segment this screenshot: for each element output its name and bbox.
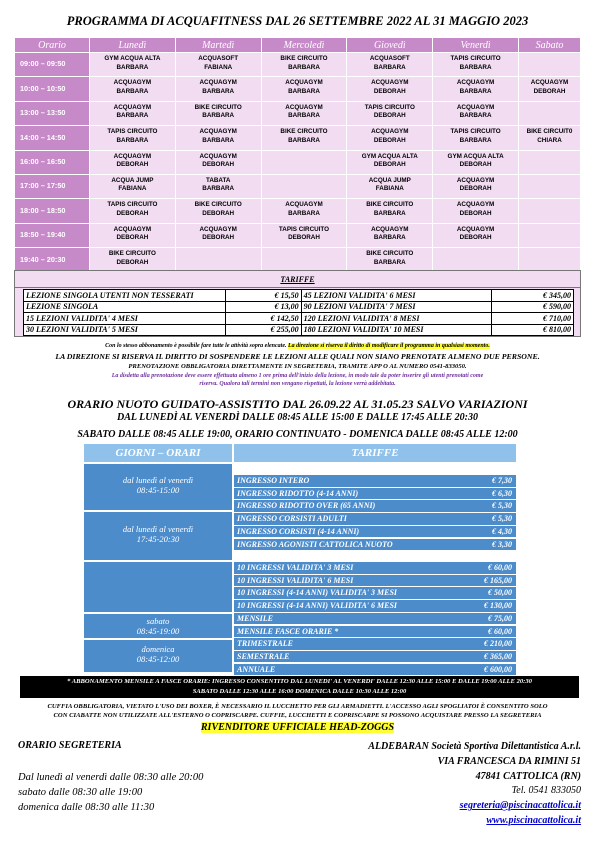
- class-cell: [519, 199, 581, 223]
- email-link[interactable]: segreteria@piscinacattolica.it: [459, 800, 581, 812]
- schedule-header-0: Orario: [15, 38, 90, 53]
- schedule-header-2: Martedì: [175, 38, 261, 53]
- price-label: INGRESSO RIDOTTO (4-14 ANNI): [237, 488, 359, 498]
- class-cell: [261, 77, 347, 101]
- instructor-name: DEBORAH: [288, 234, 320, 242]
- price-label: INGRESSO CORSISTI (4-14 ANNI): [237, 526, 360, 536]
- schedule-row: [15, 199, 581, 223]
- hours-label: 08:45-15:00: [136, 485, 180, 495]
- price-label: INGRESSO CORSISTI ADULTI: [237, 514, 347, 524]
- price-label: MENSILE: [237, 613, 274, 623]
- tariffe-header: TARIFFE: [15, 271, 580, 288]
- city: 47841 CATTOLICA (RN): [475, 770, 581, 782]
- class-cell: [175, 77, 261, 101]
- class-name: ACQUAGYM: [199, 152, 237, 160]
- orari-feriali-sera: [84, 512, 232, 560]
- note-text: Con lo stesso abbonamento è possibile fare tutte le attività sopra elencate.: [105, 343, 288, 349]
- price-label: INGRESSO AGONISTI CATTOLICA NUOTO: [237, 539, 393, 549]
- price-label: 10 INGRESSI VALIDITA' 6 MESI: [237, 575, 354, 585]
- schedule-row: [15, 101, 581, 125]
- class-name: ACQUAGYM: [113, 225, 152, 233]
- instructor-name: BARBARA: [288, 87, 320, 95]
- time-slot: 10:00 – 10:50: [15, 77, 90, 101]
- schedule-row: [15, 223, 581, 247]
- tariffe-table: [23, 289, 574, 336]
- tariffa-label: 180 LEZIONI VALIDITA' 10 MESI: [301, 324, 492, 336]
- abbonamento-fasce-note: [20, 676, 579, 698]
- class-name: GYM ACQUA ALTA: [104, 55, 161, 62]
- tariffa-label: 120 LEZIONI VALIDITA' 8 MESI: [301, 313, 492, 325]
- class-name: ACQUAGYM: [199, 225, 237, 233]
- class-name: BIKE CIRCUITO: [194, 103, 242, 111]
- instructor-name: DEBORAH: [533, 87, 566, 95]
- class-cell: [175, 53, 261, 77]
- class-name: ACQUAGYM: [456, 201, 495, 209]
- class-name: BIKE CIRCUITO: [280, 128, 328, 136]
- class-cell: [175, 126, 261, 150]
- class-name: BIKE CIRCUITO: [366, 201, 414, 209]
- instructor-name: BARBARA: [373, 63, 406, 71]
- tariffa-label: 45 LEZIONI VALIDITA' 6 MESI: [301, 290, 492, 302]
- class-cell: [90, 199, 176, 223]
- tariffa-price: € 255,00: [225, 324, 301, 336]
- class-cell: [175, 223, 261, 247]
- hours-label: 17:45-20:30: [136, 534, 180, 544]
- tariffa-price: € 810,00: [492, 324, 574, 336]
- orari-sabato: [84, 614, 232, 638]
- price-label: INGRESSO RIDOTTO OVER (65 ANNI): [237, 501, 376, 511]
- class-cell: [90, 150, 176, 174]
- tariffa-label: 30 LEZIONI VALIDITA' 5 MESI: [24, 324, 226, 336]
- nuoto-tariffe-block: [84, 444, 516, 672]
- price-row: [234, 500, 516, 512]
- class-name: BIKE CIRCUITO: [108, 250, 156, 258]
- tariffa-price: € 142,50: [225, 313, 301, 325]
- class-name: ACQUAGYM: [456, 176, 495, 184]
- price-label: TRIMESTRALE: [237, 639, 294, 649]
- class-cell: [175, 199, 261, 223]
- price-row: [234, 600, 516, 612]
- instructor-name: CHIARA: [537, 136, 562, 144]
- price-row: [234, 587, 516, 599]
- tariffa-row: [24, 313, 574, 325]
- note-line: SABATO DALLE 12:30 ALLE 16:00 DOMENICA DALLE 10:30 ALLE 12:00: [192, 687, 407, 695]
- class-cell: [90, 248, 176, 272]
- tariffa-row: [24, 324, 574, 336]
- note-line-4: La disdetta alla prenotazione deve essere effettuata almeno 1 ore prima dell'inizio della lezione, in modo tale da poter inserire gli utenti prenotati come: [111, 373, 484, 379]
- price-row: [234, 475, 516, 487]
- orario-segreteria: [18, 740, 203, 815]
- orari-empty: [84, 562, 232, 612]
- class-cell: [347, 174, 433, 198]
- class-cell: [347, 248, 433, 272]
- schedule-header-5: Venerdì: [433, 38, 519, 53]
- price-value: € 6,30: [492, 488, 512, 498]
- instructor-name: BARBARA: [202, 136, 235, 144]
- time-slot: 16:00 – 16:50: [15, 150, 90, 174]
- class-name: ACQUAGYM: [113, 103, 152, 111]
- note-line: CON CIABATTE NON UTILIZZATE ALL'ESTERNO O COPRISCARPE. CUFFIE, LUCCHETTI E COPRISCARPE SI POSSONO ACQUISTARE PRESSO LA SEGRETERIA: [53, 712, 542, 719]
- time-slot: 13:00 – 13:50: [15, 101, 90, 125]
- time-slot: 18:00 – 18:50: [15, 199, 90, 223]
- class-name: ACQUAGYM: [199, 79, 237, 87]
- price-label: MENSILE FASCE ORARIE *: [237, 626, 339, 636]
- class-cell: [261, 199, 347, 223]
- instructor-name: BARBARA: [288, 63, 320, 71]
- price-row: [234, 488, 516, 500]
- schedule-row: [15, 174, 581, 198]
- class-cell: [433, 174, 519, 198]
- instructor-name: FABIANA: [204, 63, 233, 71]
- price-row: [234, 526, 516, 538]
- price-label: INGRESSO INTERO: [237, 476, 310, 485]
- instructor-name: DEBORAH: [116, 258, 149, 266]
- class-cell: [519, 77, 581, 101]
- instructor-name: BARBARA: [373, 234, 406, 242]
- class-cell: [90, 77, 176, 101]
- schedule-row: [15, 53, 581, 77]
- class-cell: [175, 150, 261, 174]
- class-cell: [261, 126, 347, 150]
- tariffa-price: € 710,00: [492, 313, 574, 325]
- schedule-table: [14, 37, 581, 273]
- class-name: BIKE CIRCUIT0: [526, 128, 573, 136]
- price-label: ANNUALE: [237, 664, 276, 674]
- class-name: ACQUA JUMP: [368, 176, 411, 184]
- class-cell: [90, 223, 176, 247]
- price-value: € 3,30: [492, 539, 512, 549]
- instructor-name: BARBARA: [116, 87, 149, 95]
- note-line: CUFFIA OBBLIGATORIA, VIETATO L'USO DEI BOXER, È NECESSARIO IL LUCCHETTO PER GLI ARMADIETTI. L'ACCESSO AGLI SPOGLIATOI È CONSENTITO SOLO: [47, 703, 548, 710]
- class-name: ACQUAGYM: [285, 201, 323, 209]
- instructor-name: DEBORAH: [459, 185, 492, 193]
- hours-label: 08:45-19:00: [136, 626, 180, 636]
- price-value: € 130,00: [484, 601, 512, 611]
- price-label: SEMESTRALE: [237, 651, 290, 661]
- price-value: € 210,00: [484, 639, 512, 649]
- tariffe-nuoto-header: TARIFFE: [351, 447, 399, 459]
- note-line-2: LA DIREZIONE SI RISERVA IL DIRITTO DI SOSPENDERE LE LEZIONI ALLE QUALI NON SIANO PRENOTATE ALMENO DUE PERSONE.: [55, 352, 540, 361]
- class-cell: [433, 223, 519, 247]
- time-slot: 18:50 – 19:40: [15, 223, 90, 247]
- instructor-name: BARBARA: [202, 185, 235, 193]
- instructor-name: DEBORAH: [373, 87, 406, 95]
- company-name: ALDEBARAN Società Sportiva Dilettantistica A.r.l.: [368, 741, 581, 752]
- class-cell: [519, 126, 581, 150]
- price-value: € 5,30: [492, 501, 512, 511]
- class-name: TAPIS CIRCUITO: [107, 128, 158, 136]
- instructor-name: BARBARA: [202, 87, 235, 95]
- class-name: ACQUAGYM: [371, 79, 409, 87]
- price-value: € 5,30: [492, 514, 512, 524]
- days-label: dal lunedì al venerdì: [122, 475, 194, 485]
- price-value: € 50,00: [488, 588, 512, 598]
- instructor-name: BARBARA: [202, 112, 235, 120]
- class-cell: [347, 53, 433, 77]
- tariffe-box: [14, 270, 581, 337]
- class-cell: [175, 248, 261, 272]
- instructor-name: BARBARA: [373, 209, 406, 217]
- class-name: ACQUASOFT: [369, 55, 410, 62]
- instructor-name: DEBORAH: [459, 234, 492, 242]
- class-cell: [90, 126, 176, 150]
- instructor-name: BARBARA: [116, 63, 149, 71]
- class-name: TABATA: [205, 176, 231, 184]
- price-value: € 600,00: [484, 664, 512, 674]
- rivenditore-banner: [0, 722, 595, 733]
- price-row: [234, 638, 516, 650]
- class-name: ACQUAGYM: [530, 79, 569, 87]
- days-label: dal lunedì al venerdì: [122, 524, 194, 534]
- tariffa-label: LEZIONE SINGOLA: [24, 301, 226, 313]
- class-name: TAPIS CIRCUITO: [364, 103, 415, 111]
- class-name: ACQUAGYM: [199, 128, 237, 136]
- tariffa-price: € 345,00: [492, 290, 574, 302]
- class-cell: [347, 223, 433, 247]
- price-row: [234, 651, 516, 663]
- instructor-name: DEBORAH: [373, 136, 406, 144]
- website-link[interactable]: www.piscinacattolica.it: [486, 814, 581, 826]
- instructor-name: DEBORAH: [202, 161, 235, 169]
- class-cell: [347, 101, 433, 125]
- ingresso-singolo-header: INGRESSO SINGOLO: [326, 463, 424, 474]
- class-name: ACQUAGYM: [371, 128, 409, 136]
- class-name: ACQUA JUMP: [111, 176, 154, 184]
- address: VIA FRANCESCA DA RIMINI 51: [437, 755, 581, 767]
- price-row: [234, 626, 516, 638]
- price-row: [234, 575, 516, 587]
- tariffa-price: € 15,50: [225, 290, 301, 302]
- time-slot: 14:00 – 14:50: [15, 126, 90, 150]
- price-row: [234, 562, 516, 574]
- instructor-name: DEBORAH: [459, 209, 492, 217]
- class-cell: [90, 101, 176, 125]
- segreteria-hours: [18, 770, 203, 815]
- schedule-header-1: Lunedì: [90, 38, 176, 53]
- tariffa-label: LEZIONE SINGOLA UTENTI NON TESSERATI: [24, 290, 226, 302]
- class-cell: [433, 126, 519, 150]
- class-cell: [433, 199, 519, 223]
- class-name: ACQUAGYM: [113, 79, 152, 87]
- rivenditore-text: RIVENDITORE UFFICIALE HEAD-ZOGGS: [200, 722, 395, 733]
- orari-feriali-mattina: [84, 464, 232, 510]
- class-cell: [347, 77, 433, 101]
- price-label: 10 INGRESSI VALIDITA' 3 MESI: [237, 563, 354, 572]
- class-cell: [347, 150, 433, 174]
- class-cell: [433, 248, 519, 272]
- class-name: ACQUAGYM: [456, 79, 495, 87]
- schedule-header-3: Mercoledì: [261, 38, 347, 53]
- instructor-name: DEBORAH: [373, 161, 406, 169]
- note-line-3: PRENOTAZIONE OBBLIGATORIA DIRETTAMENTE IN SEGRETERIA, TRAMITE APP O AL NUMERO 0541-833050.: [128, 363, 467, 370]
- giorni-orari-header: GIORNI – ORARI: [115, 447, 201, 459]
- instructor-name: DEBORAH: [116, 161, 149, 169]
- price-value: € 165,00: [484, 575, 512, 585]
- instructor-name: DEBORAH: [202, 234, 235, 242]
- contatti: [368, 740, 581, 829]
- tariffa-row: [24, 290, 574, 302]
- tariffa-price: € 590,00: [492, 301, 574, 313]
- price-label: 10 INGRESSI (4-14 ANNI) VALIDITA' 6 MESI: [237, 601, 398, 611]
- price-value: € 4,30: [492, 526, 512, 536]
- class-name: TAPIS CIRCUITO: [450, 128, 501, 136]
- instructor-name: BARBARA: [459, 63, 492, 71]
- tariffa-label: 15 LEZIONI VALIDITA' 4 MESI: [24, 313, 226, 325]
- price-value: € 60,00: [488, 563, 512, 572]
- tariffa-row: [24, 301, 574, 313]
- price-label: 10 INGRESSI (4-14 ANNI) VALIDITA' 3 MESI: [237, 588, 398, 598]
- instructor-name: DEBORAH: [116, 209, 149, 217]
- instructor-name: BARBARA: [288, 112, 320, 120]
- phone: Tel. 0541 833050: [511, 785, 581, 797]
- note-line-5: riserva. Qualora tali termini non vengano rispettati, la lezione verrà addebitata.: [199, 381, 396, 387]
- instructor-name: DEBORAH: [116, 234, 149, 242]
- class-cell: [519, 53, 581, 77]
- class-name: ACQUAGYM: [285, 103, 323, 111]
- time-slot: 09:00 – 09:50: [15, 53, 90, 77]
- class-cell: [433, 77, 519, 101]
- hours-line: Dal lunedì al venerdì dalle 08:30 alle 20:00: [18, 772, 204, 783]
- schedule-header-4: Giovedì: [347, 38, 433, 53]
- class-name: ACQUAGYM: [456, 225, 495, 233]
- class-cell: [261, 101, 347, 125]
- class-cell: [175, 174, 261, 198]
- class-cell: [261, 174, 347, 198]
- price-value: € 60,00: [488, 626, 512, 636]
- class-name: GYM ACQUA ALTA: [361, 152, 418, 160]
- days-label: domenica: [141, 644, 175, 654]
- instructor-name: BARBARA: [116, 136, 149, 144]
- instructor-name: BARBARA: [459, 112, 492, 120]
- abbonamenti-header: ABBONAMENTI: [338, 549, 412, 560]
- class-name: TAPIS CIRCUITO: [450, 55, 501, 62]
- class-cell: [519, 101, 581, 125]
- price-row: [234, 613, 516, 625]
- orari-domenica: [84, 640, 232, 672]
- hours-label: 08:45-12:00: [136, 654, 180, 664]
- instructor-name: BARBARA: [373, 258, 406, 266]
- instructor-name: DEBORAH: [459, 161, 492, 169]
- tariffa-price: € 13,00: [225, 301, 301, 313]
- days-label: sabato: [146, 616, 170, 626]
- class-cell: [175, 101, 261, 125]
- schedule-row: [15, 248, 581, 272]
- class-name: ACQUASOFT: [198, 55, 239, 62]
- nuoto-line-1: DAL LUNEDÌ AL VENERDÌ DALLE 08:45 ALLE 15:00 E DALLE 17:45 ALLE 20:30: [117, 412, 478, 423]
- instructor-name: BARBARA: [288, 136, 320, 144]
- tariffa-label: 90 LEZIONI VALIDITA' 7 MESI: [301, 301, 492, 313]
- class-name: BIKE CIRCUITO: [280, 55, 328, 62]
- nuoto-title: ORARIO NUOTO GUIDATO-ASSISTITO DAL 26.09.22 AL 31.05.23 SALVO VARIAZIONI: [67, 397, 528, 411]
- class-cell: [519, 248, 581, 272]
- schedule-row: [15, 126, 581, 150]
- schedule-row: [15, 77, 581, 101]
- class-cell: [433, 53, 519, 77]
- class-cell: [90, 53, 176, 77]
- instructor-name: BARBARA: [116, 112, 149, 120]
- hours-line: sabato dalle 08:30 alle 19:00: [18, 787, 143, 798]
- instructor-name: BARBARA: [288, 209, 320, 217]
- price-row: [234, 513, 516, 525]
- class-cell: [261, 53, 347, 77]
- note-line: * ABBONAMENTO MENSILE A FASCE ORARIE: INGRESSO CONSENTITO DAL LUNEDI' AL VENERDI' DALLE 12:30 ALLE 15:00 E DALLE 19:00 ALLE 20:30: [67, 678, 532, 685]
- class-name: ACQUAGYM: [285, 79, 323, 87]
- class-name: BIKE CIRCUITO: [366, 250, 414, 258]
- class-cell: [519, 174, 581, 198]
- instructor-name: FABIANA: [118, 185, 147, 193]
- nuoto-line-2: SABATO DALLE 08:45 ALLE 19:00, ORARIO CONTINUATO - DOMENICA DALLE 08:45 ALLE 12:00: [77, 429, 518, 440]
- class-name: ACQUAGYM: [456, 103, 495, 111]
- class-name: TAPIS CIRCUITO: [278, 225, 330, 233]
- instructor-name: FABIANA: [375, 185, 404, 193]
- class-cell: [433, 101, 519, 125]
- note-highlight: La direzione si riserva il diritto di modificare il programma in qualsiasi momento.: [287, 343, 490, 349]
- price-value: € 7,30: [492, 476, 512, 485]
- class-cell: [519, 223, 581, 247]
- class-cell: [261, 248, 347, 272]
- regolamento-note: [0, 702, 595, 720]
- class-name: ACQUAGYM: [113, 152, 152, 160]
- time-slot: 19:40 – 20:30: [15, 248, 90, 272]
- segreteria-title: ORARIO SEGRETERIA: [18, 740, 122, 751]
- class-name: GYM ACQUA ALTA: [447, 152, 504, 160]
- price-value: € 365,00: [484, 651, 512, 661]
- class-cell: [433, 150, 519, 174]
- instructor-name: BARBARA: [459, 87, 492, 95]
- note-line-1: [0, 342, 595, 349]
- hours-line: domenica dalle 08:30 alle 11:30: [18, 802, 155, 813]
- page-title: PROGRAMMA DI ACQUAFITNESS DAL 26 SETTEMBRE 2022 AL 31 MAGGIO 2023: [66, 14, 529, 28]
- class-cell: [347, 199, 433, 223]
- class-cell: [90, 174, 176, 198]
- instructor-name: BARBARA: [459, 136, 492, 144]
- class-name: ACQUAGYM: [371, 225, 409, 233]
- class-name: BIKE CIRCUITO: [194, 201, 242, 209]
- time-slot: 17:00 – 17:50: [15, 174, 90, 198]
- instructor-name: DEBORAH: [202, 209, 235, 217]
- class-cell: [347, 126, 433, 150]
- class-cell: [261, 223, 347, 247]
- schedule-header-6: Sabato: [519, 38, 581, 53]
- class-cell: [519, 150, 581, 174]
- instructor-name: DEBORAH: [373, 112, 406, 120]
- price-value: € 75,00: [488, 613, 512, 623]
- price-row: [234, 664, 516, 676]
- class-name: TAPIS CIRCUITO: [107, 201, 158, 209]
- class-cell: [261, 150, 347, 174]
- schedule-row: [15, 150, 581, 174]
